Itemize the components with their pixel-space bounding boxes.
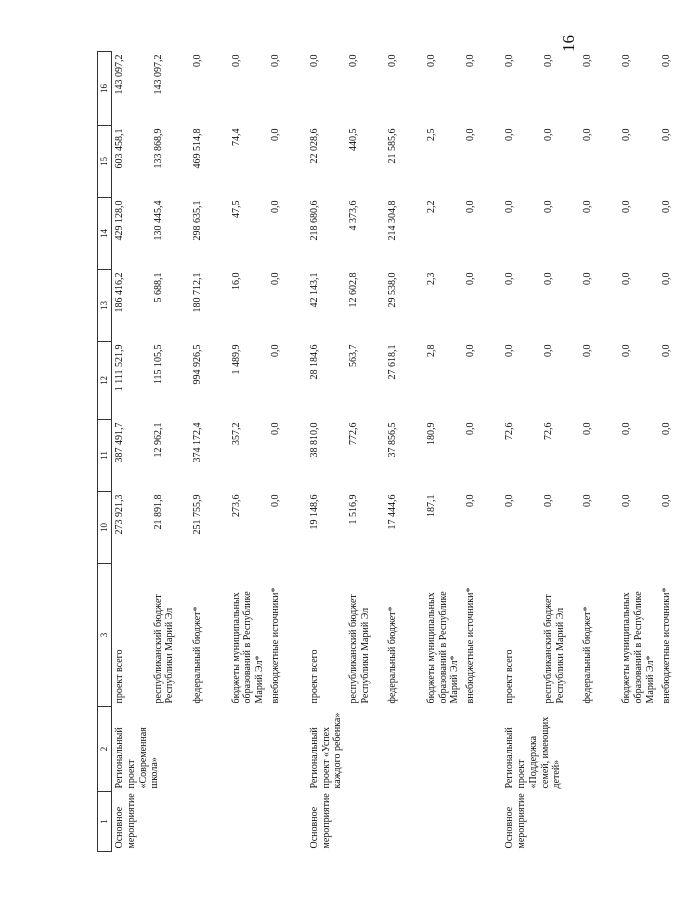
value-cell: 994 926,5 [191,344,203,385]
value-cell: 0,0 [660,200,672,213]
value-cell: 214 304,8 [386,200,398,241]
table-row [307,52,346,852]
value-cell: 0,0 [504,128,516,141]
funding-source-cell: бюджеты муниципальных образований в Республике Марий Эл* [621,591,656,704]
value-cell: 0,0 [660,54,672,67]
value-cell: 0,0 [465,128,477,141]
funding-source-cell: федеральный бюджет* [386,606,398,704]
project-name-cell: Региональный проект «Современная школа» [114,727,161,789]
table-row [112,52,151,852]
value-cell: 0,0 [191,54,203,67]
funding-source-cell: проект всего [114,649,125,704]
value-cell: 72,6 [543,422,555,440]
column-header: 3 [98,564,112,707]
value-cell: 0,0 [660,128,672,141]
value-cell: 0,0 [269,54,281,67]
value-cell: 0,0 [621,422,633,435]
project-name-cell: Региональный проект «Успех каждого ребенка» [308,712,344,789]
value-cell: 563,7 [347,344,359,367]
value-cell: 357,2 [230,422,242,445]
value-cell: 469 514,8 [191,128,203,169]
value-cell: 0,0 [621,128,633,141]
funding-source-cell: бюджеты муниципальных образований в Республике Марий Эл* [230,591,266,704]
value-cell: 12 962,1 [152,422,164,458]
value-cell: 21 891,8 [152,494,164,530]
funding-source-cell: внебюджетные источники* [660,587,672,704]
column-header: 13 [98,270,112,342]
funding-source-cell: республиканский бюджет Республики Марий Эл [347,594,371,704]
funding-source-cell: республиканский бюджет Республики Марий Эл [152,594,176,704]
value-cell: 0,0 [504,272,516,285]
value-cell: 0,0 [230,54,242,67]
page-number: 16 [559,35,578,52]
value-cell: 42 143,1 [308,272,320,308]
project-name-cell: Региональный проект «Поддержка семей, имеющих детей» [504,716,563,789]
value-cell: 74,4 [230,128,242,146]
value-cell: 180,9 [425,422,437,445]
column-header: 14 [98,198,112,270]
funding-source-cell: республиканский бюджет Республики Марий Эл [543,594,567,704]
value-cell: 0,0 [465,200,477,213]
value-cell: 29 538,0 [386,272,398,308]
value-cell: 0,0 [660,494,672,507]
value-cell: 72,6 [504,422,516,440]
table-body [112,52,698,852]
value-cell: 440,5 [347,128,359,151]
column-header: 10 [98,492,112,564]
header-row [98,52,112,852]
column-header: 1 [98,792,112,852]
value-cell: 115 105,5 [152,344,164,385]
value-cell: 0,0 [543,200,555,213]
value-cell: 28 184,6 [308,344,320,380]
value-cell: 0,0 [660,422,672,435]
value-cell: 0,0 [660,272,672,285]
value-cell: 0,0 [582,344,594,357]
value-cell: 2,8 [425,344,437,357]
value-cell: 1 516,9 [347,494,359,525]
value-cell: 1 489,9 [230,344,242,375]
funding-source-cell: проект всего [504,649,516,704]
value-cell: 143 097,2 [114,54,125,95]
value-cell: 374 172,4 [191,422,203,463]
value-cell: 187,1 [425,494,437,517]
value-cell: 0,0 [465,422,477,435]
value-cell: 0,0 [543,128,555,141]
value-cell: 0,0 [465,272,477,285]
funding-source-cell: внебюджетные источники* [269,587,281,704]
value-cell: 251 755,9 [191,494,203,535]
value-cell: 772,6 [347,422,359,445]
value-cell: 0,0 [347,54,359,67]
value-cell: 0,0 [269,494,281,507]
value-cell: 0,0 [269,200,281,213]
value-cell: 2,5 [425,128,437,141]
value-cell: 4 373,6 [347,200,359,231]
value-cell: 429 128,0 [114,200,125,241]
value-cell: 0,0 [465,54,477,67]
value-cell: 603 458,1 [114,128,125,169]
value-cell: 0,0 [582,494,594,507]
value-cell: 0,0 [543,344,555,357]
event-type-cell: Основное мероприятие [504,793,528,849]
value-cell: 0,0 [621,494,633,507]
rotated-table-container [97,52,672,852]
value-cell: 143 097,2 [152,54,164,95]
value-cell: 0,0 [386,54,398,67]
value-cell: 17 444,6 [386,494,398,530]
value-cell: 0,0 [543,272,555,285]
value-cell: 0,0 [582,272,594,285]
column-header: 12 [98,342,112,420]
value-cell: 0,0 [465,494,477,507]
value-cell: 0,0 [582,128,594,141]
value-cell: 47,5 [230,200,242,218]
value-cell: 0,0 [504,54,516,67]
value-cell: 0,0 [621,54,633,67]
value-cell: 5 688,1 [152,272,164,303]
value-cell: 2,3 [425,272,437,285]
value-cell: 38 810,0 [308,422,320,458]
funding-source-cell: внебюджетные источники* [465,587,477,704]
funding-source-cell: бюджеты муниципальных образований в Республике Марий Эл* [425,591,461,704]
value-cell: 19 148,6 [308,494,320,530]
value-cell: 0,0 [582,54,594,67]
value-cell: 298 635,1 [191,200,203,241]
value-cell: 37 856,5 [386,422,398,458]
value-cell: 273,6 [230,494,242,517]
value-cell: 218 680,6 [308,200,320,241]
value-cell: 0,0 [504,200,516,213]
budget-table [97,51,698,852]
value-cell: 0,0 [660,344,672,357]
value-cell: 27 618,1 [386,344,398,380]
value-cell: 0,0 [621,272,633,285]
column-header: 2 [98,707,112,792]
value-cell: 0,0 [269,344,281,357]
value-cell: 273 921,3 [114,494,125,535]
funding-source-cell: федеральный бюджет* [191,606,203,704]
funding-source-cell: проект всего [308,649,320,704]
column-header: 15 [98,126,112,198]
table-row [502,52,541,852]
event-type-cell: Основное мероприятие [308,793,332,849]
value-cell: 180 712,1 [191,272,203,313]
value-cell: 133 868,9 [152,128,164,169]
value-cell: 387 491,7 [114,422,125,463]
value-cell: 0,0 [543,494,555,507]
value-cell: 0,0 [504,494,516,507]
value-cell: 0,0 [582,422,594,435]
funding-source-cell: федеральный бюджет* [582,606,594,704]
value-cell: 0,0 [269,422,281,435]
value-cell: 0,0 [621,200,633,213]
value-cell: 21 585,6 [386,128,398,164]
value-cell: 0,0 [269,128,281,141]
value-cell: 0,0 [308,54,320,67]
value-cell: 0,0 [621,344,633,357]
column-header: 16 [98,52,112,126]
value-cell: 186 416,2 [114,272,125,313]
event-type-cell: Основное мероприятие [114,793,137,849]
value-cell: 0,0 [465,344,477,357]
value-cell: 1 111 521,9 [114,344,125,392]
value-cell: 130 445,4 [152,200,164,241]
value-cell: 2,2 [425,200,437,213]
value-cell: 0,0 [582,200,594,213]
value-cell: 12 602,8 [347,272,359,308]
value-cell: 16,0 [230,272,242,290]
value-cell: 0,0 [425,54,437,67]
value-cell: 0,0 [543,54,555,67]
value-cell: 0,0 [504,344,516,357]
value-cell: 0,0 [269,272,281,285]
column-header: 11 [98,420,112,492]
value-cell: 22 028,6 [308,128,320,164]
